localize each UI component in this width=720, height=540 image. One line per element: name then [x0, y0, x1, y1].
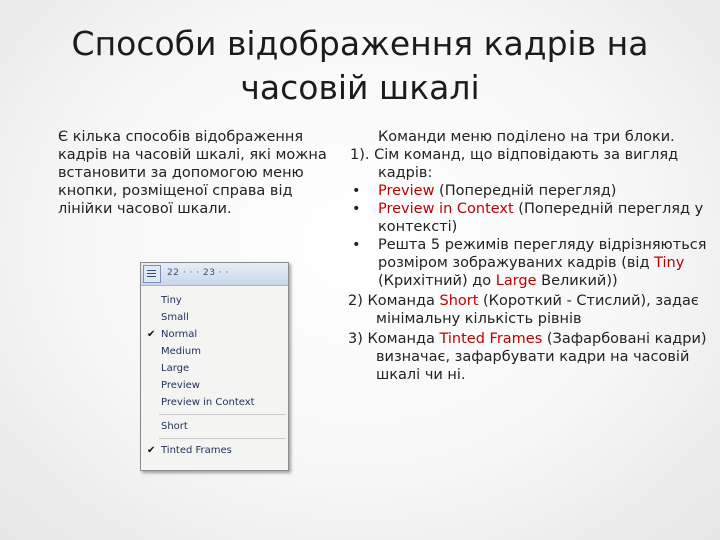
title-line-1: Способи відображення кадрів на	[71, 24, 649, 63]
title-line-2: часовій шкалі	[240, 68, 480, 107]
bullet-icon: •	[352, 237, 361, 253]
menu-item-short[interactable]: Short	[161, 421, 188, 432]
menu-item-small[interactable]: Small	[161, 312, 189, 323]
menu-item-preview-in-context[interactable]: Preview in Context	[161, 397, 255, 408]
menu-item-preview[interactable]: Preview	[161, 380, 200, 391]
point-1-cont: кадрів:	[378, 165, 433, 181]
menu-separator	[159, 414, 286, 415]
menu-item-normal[interactable]: ✔ Normal	[141, 326, 288, 343]
point-2: 2) Команда Short (Короткий - Стислий), задає мінімальну кількість рівнів	[348, 293, 699, 327]
bullet-preview-in-context: • Preview in Context (Попередній перегляд у контексті)	[352, 201, 704, 235]
point-3: 3) Команда Tinted Frames (Зафарбовані кадри) визначає, зафарбувати кадри на часовій шкалі чи ні.	[348, 331, 707, 383]
frame-view-menu-button[interactable]	[143, 265, 161, 283]
bullet-other-modes: • Решта 5 режимів перегляду відрізняються розміром зображуваних кадрів (від Tiny (Крихітний) до Large Великий))	[352, 237, 707, 289]
menu-item-tiny[interactable]: Tiny	[161, 295, 182, 306]
point-1: 1). Сім команд, що відповідають за вигляд	[350, 147, 679, 163]
bullet-icon: •	[352, 201, 361, 217]
checkmark-icon: ✔	[147, 445, 156, 456]
menu-item-medium[interactable]: Medium	[161, 346, 201, 357]
timeline-ruler-bar	[141, 263, 288, 286]
left-description: Є кілька способів відображення кадрів на часовій шкалі, які можна встановити за допомогою меню кнопки, розміщеної справа від лінійки часової шкали.	[58, 129, 327, 217]
menu-item-large[interactable]: Large	[161, 363, 190, 374]
bullet-preview: • Preview (Попередній перегляд)	[352, 183, 617, 199]
intro-text: Команди меню поділено на три блоки.	[378, 129, 675, 145]
menu-separator	[159, 438, 286, 439]
right-description	[350, 128, 712, 384]
bullet-icon: •	[352, 183, 361, 199]
slide-title	[40, 22, 680, 110]
timeline-view-menu	[140, 262, 289, 471]
checkmark-icon: ✔	[147, 329, 156, 340]
menu-item-tinted-frames[interactable]: ✔ Tinted Frames	[141, 442, 288, 459]
ruler-numbers: 22 · · · 23 · ·	[167, 268, 229, 278]
